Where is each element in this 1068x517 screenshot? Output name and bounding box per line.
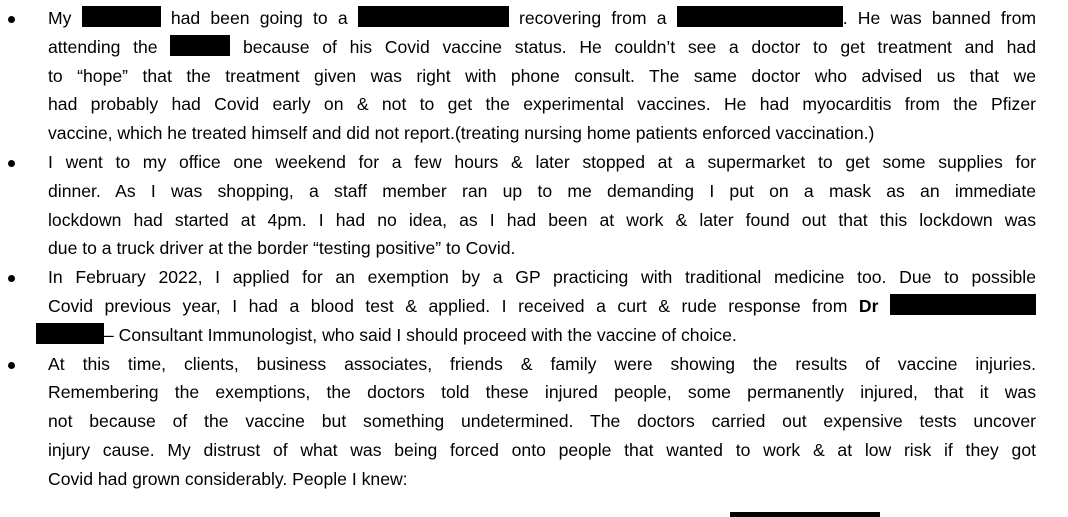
text-span: Remembering the exemptions, the doctors told these injured people, some permanently injured, that it was xyxy=(48,382,1036,403)
text-line xyxy=(48,90,1036,119)
text-line xyxy=(48,292,1036,321)
redaction-block xyxy=(358,6,509,27)
text-line xyxy=(48,4,1036,33)
text-line xyxy=(48,119,1036,148)
text-span: attending the xyxy=(48,36,171,57)
text-line xyxy=(48,350,1036,379)
bullet-dot-icon xyxy=(8,160,15,167)
text-span: not because of the vaccine but something undetermined. The doctors carried out expensive tests uncover xyxy=(48,411,1036,432)
redaction-block xyxy=(677,6,843,27)
text-line xyxy=(36,321,1036,350)
text-line xyxy=(48,263,1036,292)
text-span: recovering from a xyxy=(508,8,677,28)
text-span: In February 2022, I applied for an exemption by a GP practicing with traditional medicine too. Due to possible xyxy=(48,267,1036,288)
redaction-bar xyxy=(730,512,880,517)
text-span: – Consultant Immunologist, who said I should proceed with the vaccine of choice. xyxy=(104,324,737,345)
redaction-block xyxy=(82,6,161,27)
text-span: dinner. As I was shopping, a staff member ran up to me demanding I put on a mask as an immediate xyxy=(48,180,1036,201)
text-line xyxy=(48,465,1036,494)
bullet-item xyxy=(0,148,1036,263)
bullet-item xyxy=(0,263,1036,349)
bullet-dot-icon xyxy=(8,16,15,23)
bold-text: Dr xyxy=(858,295,879,316)
text-span: had probably had Covid early on & not to get the experimental vaccines. He had myocarditis from the Pfizer xyxy=(48,94,1036,115)
text-span: lockdown had started at 4pm. I had no idea, as I had been at work & later found out that this lockdown was xyxy=(48,209,1036,230)
text-line xyxy=(48,407,1036,436)
bullet-dot-icon xyxy=(8,362,15,369)
text-line xyxy=(48,62,1036,91)
text-span: Covid had grown considerably. People I knew: xyxy=(48,468,408,489)
bullet-list xyxy=(0,4,1068,494)
text-line xyxy=(48,206,1036,235)
text-line xyxy=(48,234,1036,263)
text-line xyxy=(48,177,1036,206)
text-span: due to a truck driver at the border “testing positive” to Covid. xyxy=(48,238,516,259)
text-span: because of his Covid vaccine status. He couldn’t see a doctor to get treatment and had xyxy=(230,36,1036,57)
redaction-block xyxy=(36,323,104,344)
text-span: injury cause. My distrust of what was being forced onto people that wanted to work & at low risk if they got xyxy=(48,439,1036,460)
redaction-block xyxy=(890,294,1036,315)
text-span: . He was banned from xyxy=(842,8,1037,28)
text-span: At this time, clients, business associates, friends & family were showing the results of vaccine injuries. xyxy=(48,353,1036,374)
text-span: Covid previous year, I had a blood test & applied. I received a curt & rude response from xyxy=(48,295,859,316)
bullet-dot-icon xyxy=(8,275,15,282)
text-line xyxy=(48,378,1036,407)
text-line xyxy=(48,436,1036,465)
bullet-item xyxy=(0,350,1036,494)
text-span xyxy=(878,296,890,316)
text-span: My xyxy=(48,8,82,28)
text-line xyxy=(48,33,1036,62)
text-span: to “hope” that the treatment given was right with phone consult. The same doctor who advised us that we xyxy=(48,65,1036,86)
text-span: had been going to a xyxy=(160,8,358,28)
bullet-item xyxy=(0,4,1036,148)
text-line xyxy=(48,148,1036,177)
text-span: vaccine, which he treated himself and did not report.(treating nursing home patients enforced vaccination.) xyxy=(48,123,875,144)
text-span: I went to my office one weekend for a few hours & later stopped at a supermarket to get some supplies for xyxy=(48,151,1036,172)
redaction-block xyxy=(170,35,230,56)
